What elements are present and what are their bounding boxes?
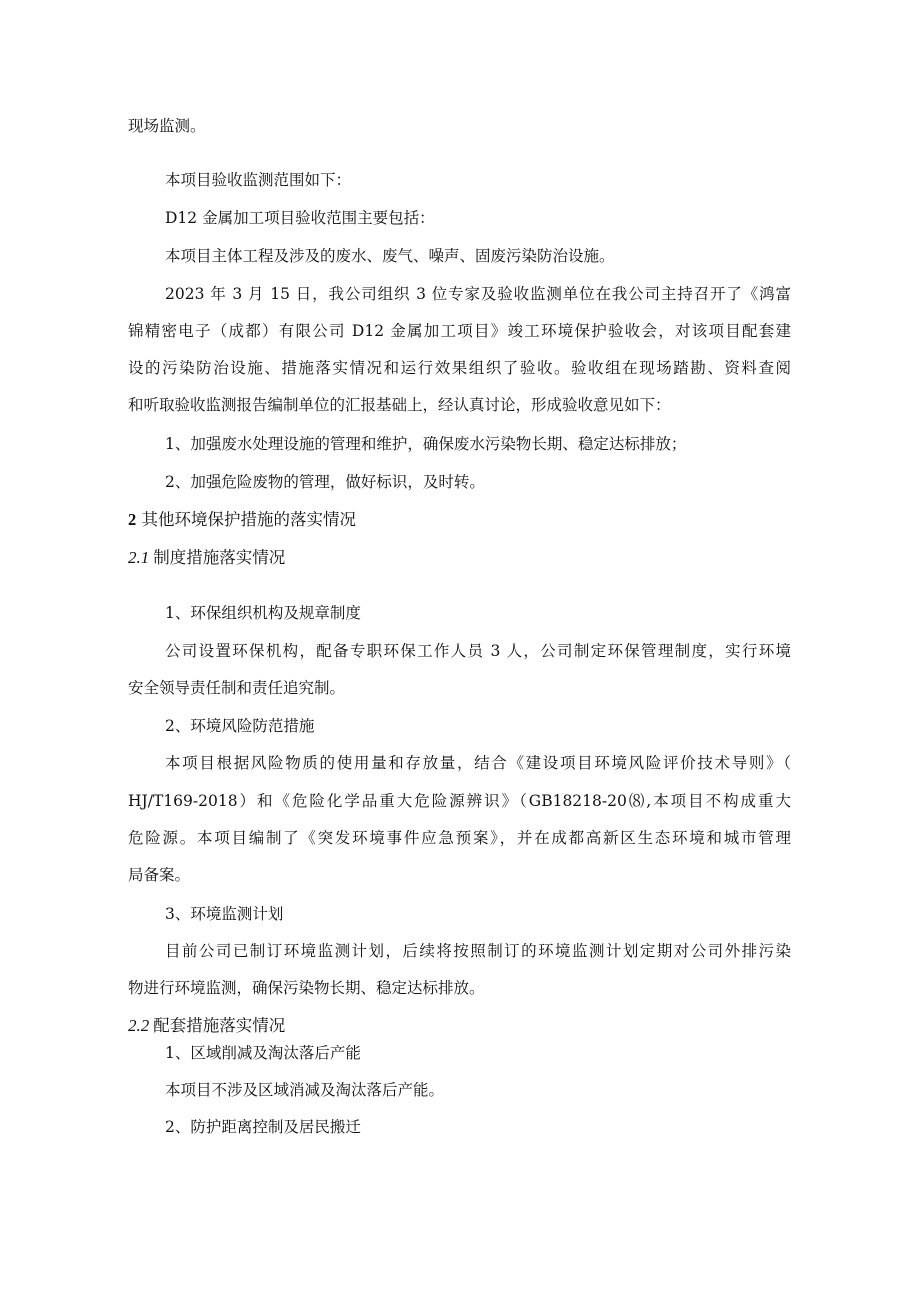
item-heading: 3、环境监测计划 bbox=[165, 905, 284, 923]
paragraph-line: 目前公司已制订环境监测计划，后续将按照制订的环境监测计划定期对公司外排污染 bbox=[165, 942, 791, 960]
paragraph-line: 公司设置环保机构，配备专职环保工作人员 3 人，公司制定环保管理制度，实行环境 bbox=[165, 642, 791, 660]
item-heading: 1、环保组织机构及规章制度 bbox=[165, 604, 361, 622]
section-title: 配套措施落实情况 bbox=[153, 1016, 286, 1035]
section-number: 2 bbox=[128, 510, 137, 529]
paragraph-line: 2023 年 3 月 15 日，我公司组织 3 位专家及验收监测单位在我公司主持召开了《鸿富 bbox=[165, 285, 791, 303]
section-number: 2.1 bbox=[128, 548, 150, 567]
paragraph-line: 现场监测。 bbox=[128, 117, 206, 135]
paragraph-line: 和听取验收监测报告编制单位的汇报基础上，经认真讨论，形成验收意见如下： bbox=[128, 396, 671, 414]
paragraph-line: 本项目主体工程及涉及的废水、废气、噪声、固废污染防治设施。 bbox=[165, 247, 615, 265]
item-heading: 2、环境风险防范措施 bbox=[165, 717, 315, 735]
item-heading: 2、防护距离控制及居民搬迁 bbox=[165, 1118, 361, 1136]
item-heading: 1、区域削减及淘汰落后产能 bbox=[165, 1044, 361, 1062]
paragraph-line: 本项目根据风险物质的使用量和存放量，结合《建设项目环境风险评价技术导则》（ bbox=[165, 754, 791, 772]
section-title: 制度措施落实情况 bbox=[153, 548, 286, 567]
paragraph-line: D12 金属加工项目验收范围主要包括： bbox=[165, 209, 435, 227]
list-item: 1、加强废水处理设施的管理和维护，确保废水污染物长期、稳定达标排放； bbox=[165, 435, 687, 453]
section-heading-2 bbox=[128, 510, 356, 530]
paragraph-line: 本项目验收监测范围如下： bbox=[165, 171, 352, 189]
section-heading-2-2 bbox=[128, 1016, 285, 1036]
paragraph-line: 安全领导责任制和责任追究制。 bbox=[128, 679, 346, 697]
paragraph-line: 设的污染防治设施、措施落实情况和运行效果组织了验收。验收组在现场踏勘、资料查阅 bbox=[128, 359, 791, 377]
section-heading-2-1 bbox=[128, 548, 285, 568]
section-number: 2.2 bbox=[128, 1016, 150, 1035]
paragraph-line: 锦精密电子（成都）有限公司 D12 金属加工项目》竣工环境保护验收会，对该项目配套建 bbox=[128, 322, 791, 340]
section-title: 其他环境保护措施的落实情况 bbox=[141, 510, 356, 529]
paragraph-line: HJ/T169-2018）和《危险化学品重大危险源辨识》（GB18218-20⑻,本项目不构成重大 bbox=[128, 792, 791, 810]
paragraph-line: 危险源。本项目编制了《突发环境事件应急预案》，并在成都高新区生态环境和城市管理 bbox=[128, 829, 791, 847]
paragraph-line: 局备案。 bbox=[128, 866, 191, 884]
paragraph-line: 本项目不涉及区域消减及淘汰落后产能。 bbox=[165, 1081, 445, 1099]
paragraph-line: 物进行环境监测，确保污染物长期、稳定达标排放。 bbox=[128, 979, 485, 997]
list-item: 2、加强危险废物的管理，做好标识，及时转。 bbox=[165, 473, 485, 491]
